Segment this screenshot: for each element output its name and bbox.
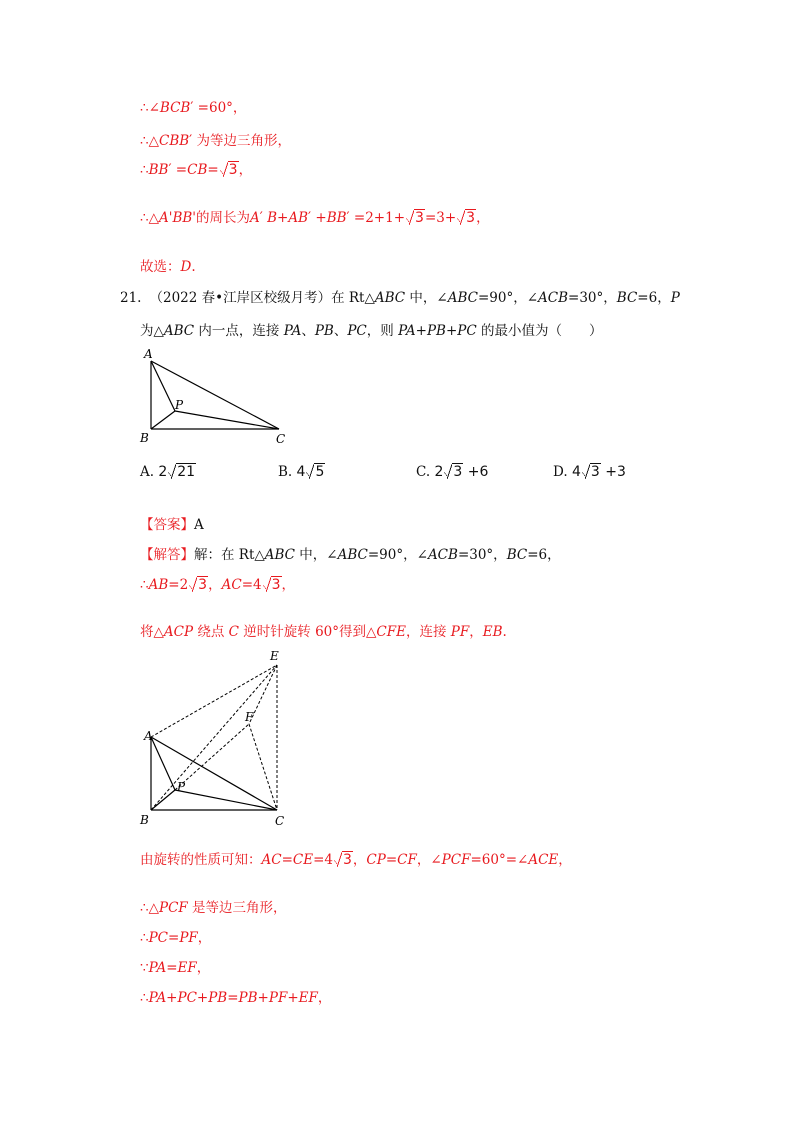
- step-pa-equals-ef: ∵PA=EF，: [140, 960, 211, 976]
- solution-tag: 【解答】: [140, 547, 194, 563]
- fig1-label-b: B: [140, 431, 149, 445]
- fig2-label-c: C: [275, 814, 285, 828]
- solution-line-angle-bcb: ∴∠BCB′ =60°，: [140, 100, 247, 116]
- answer-line: [140, 515, 204, 535]
- answer-value: A: [194, 517, 204, 533]
- option-b: B. 4 5: [278, 464, 325, 480]
- answer-tag: 【答案】: [140, 517, 194, 533]
- question-21-line1: 21. （2022 春•江岸区校级月考）在 Rt△ABC 中，∠ABC=90°，∠ACB=30°，BC=6，P: [120, 290, 680, 306]
- fig2-label-b: B: [140, 813, 149, 827]
- step-pc-equals-pf: ∴PC=PF，: [140, 930, 212, 946]
- step-rotation-properties: 由旋转的性质可知：AC=CE=4 3，CP=CF，∠PCF=60°=∠ACE，: [140, 852, 572, 868]
- step-sum-equality: ∴PA+PC+PB=PB+PF+EF，: [140, 990, 332, 1006]
- fig1-label-p: P: [175, 398, 184, 412]
- fig1-label-a: A: [144, 347, 153, 361]
- fig2-label-f: F: [245, 710, 254, 724]
- solution-choice-d: 故选：D.: [140, 259, 196, 275]
- solution-ab-ac-line: ∴AB=2 3，AC=4 3，: [140, 577, 296, 593]
- solution-line-equilateral-cbb: ∴△CBB′ 为等边三角形，: [140, 133, 292, 149]
- fig2-label-a: A: [144, 729, 153, 743]
- fig1-label-c: C: [276, 432, 286, 446]
- solution-line-bb-equals-cb: ∴BB′ =CB= 3，: [140, 162, 253, 178]
- fig2-label-p: P: [177, 780, 186, 794]
- solution-line-perimeter: ∴△A'BB'的周长为A′ B+AB′ +BB′ =2+1+ 3=3+ 3，: [140, 210, 490, 226]
- triangle-figure-1: [135, 345, 305, 450]
- solution-rotation-line: 将△ACP 绕点 C 逆时针旋转 60°得到△CFE，连接 PF，EB.: [140, 624, 507, 640]
- option-c: C. 2 3 +6: [416, 464, 489, 480]
- solution-intro-line: 【解答】解：在 Rt△ABC 中，∠ABC=90°，∠ACB=30°，BC=6，: [140, 547, 561, 563]
- option-d: D. 4 3 +3: [553, 464, 626, 480]
- question-21-line2: 为△ABC 内一点，连接 PA、PB、PC，则 PA+PB+PC 的最小值为（ ）: [140, 323, 603, 339]
- rotation-figure-2: [135, 645, 310, 835]
- question-number: 21.: [120, 290, 142, 306]
- step-equilateral-pcf: ∴△PCF 是等边三角形，: [140, 900, 287, 916]
- option-a: A. 2 21: [140, 464, 196, 480]
- fig2-label-e: E: [270, 649, 279, 663]
